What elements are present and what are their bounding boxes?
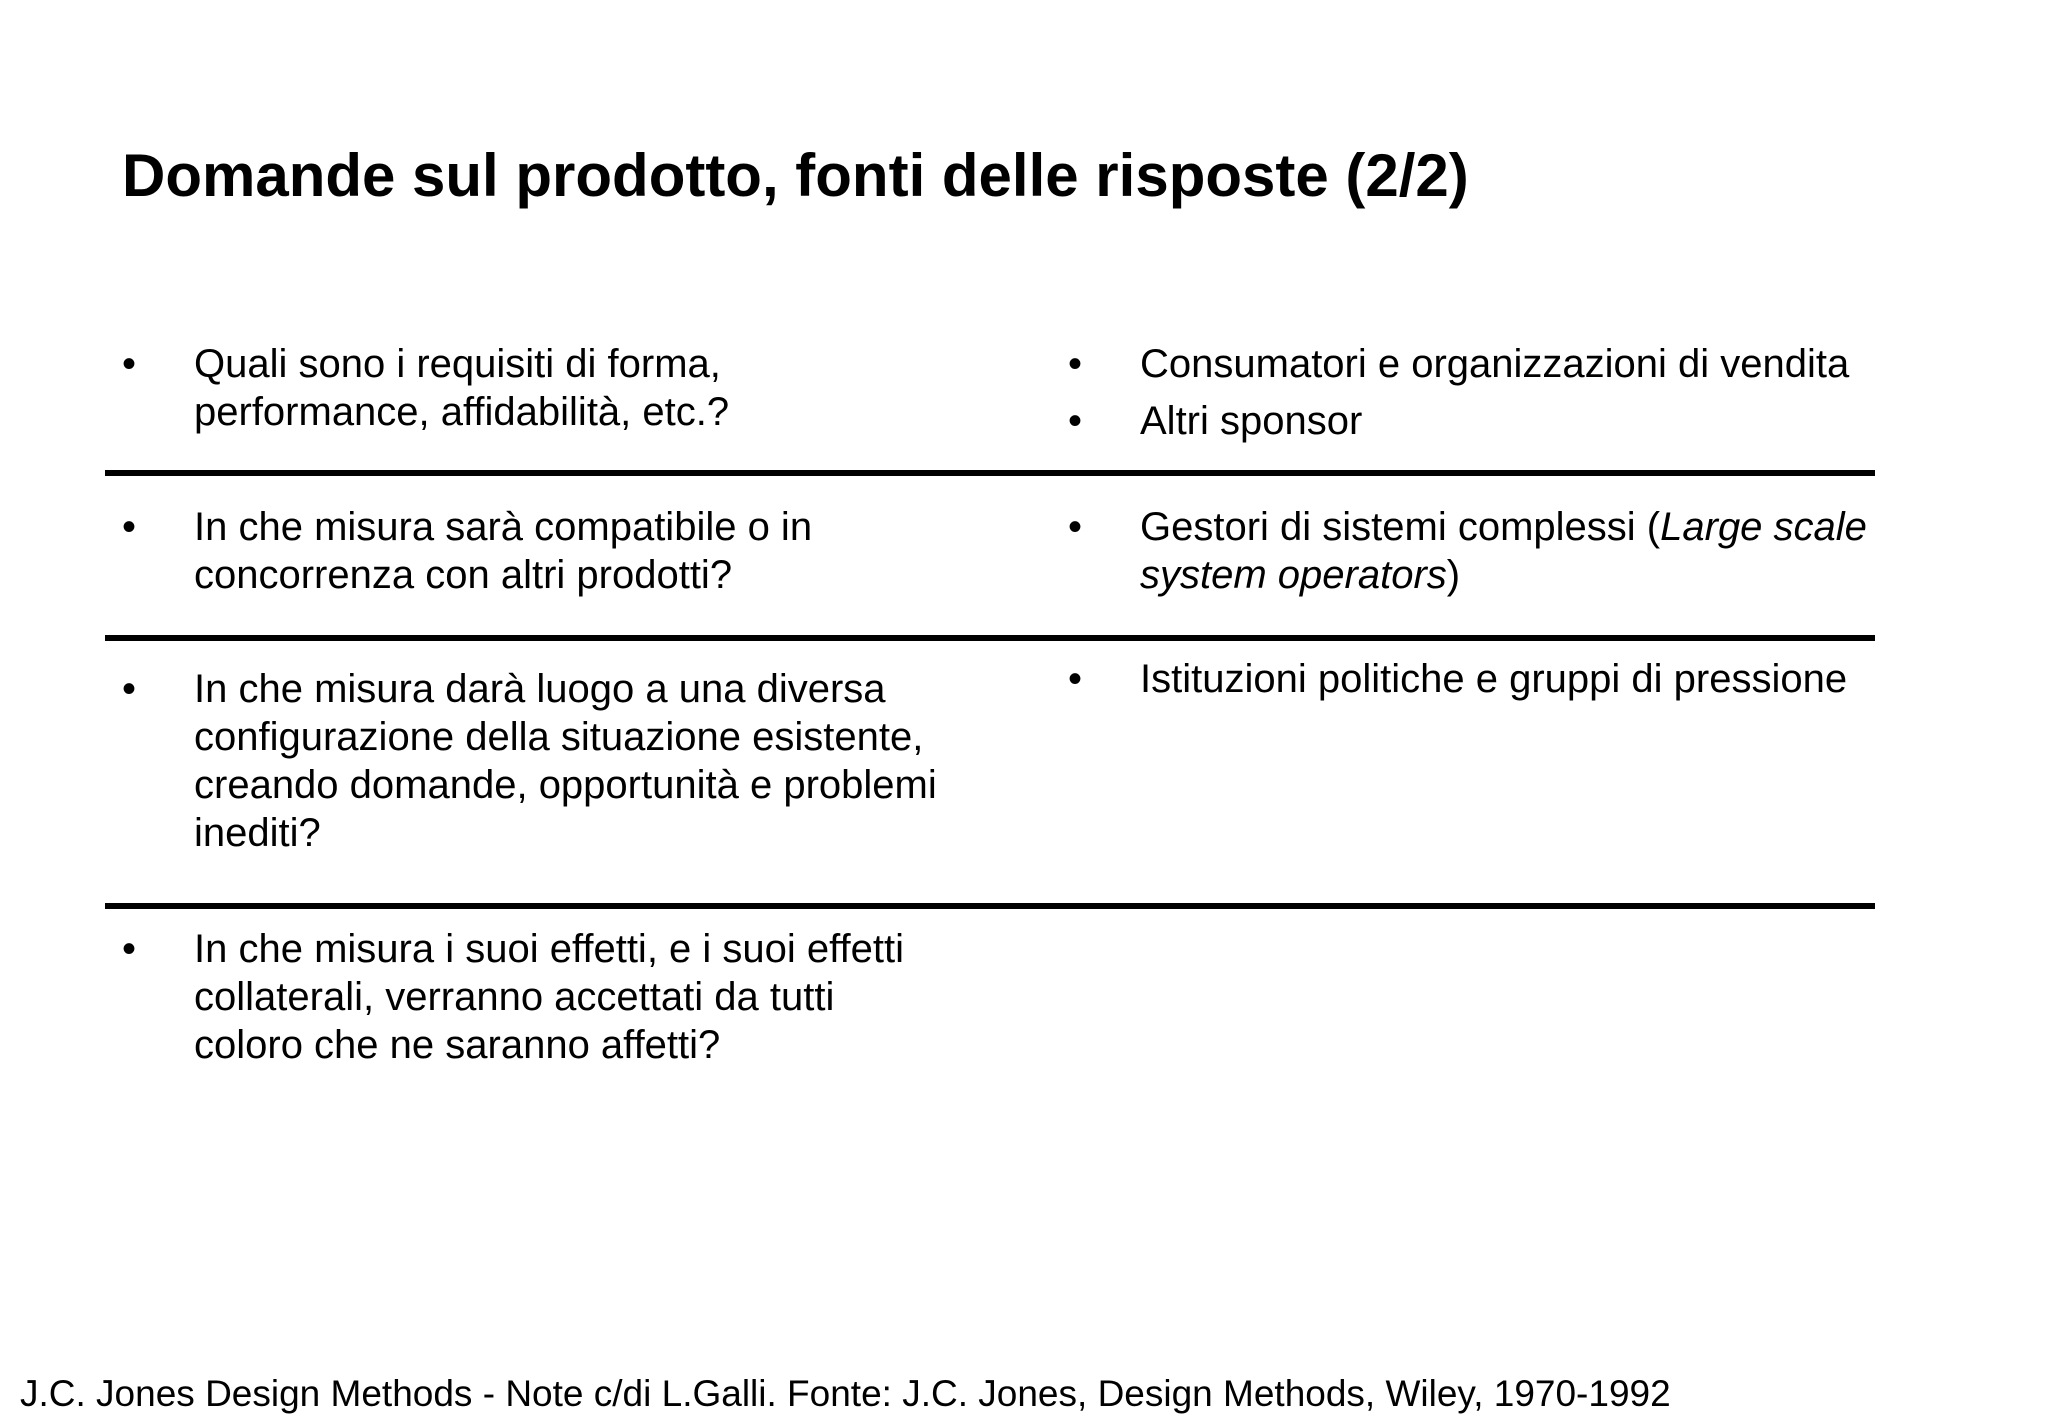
- source-line: [1140, 551, 1867, 599]
- question-line: performance, affidabilità, etc.?: [194, 390, 730, 434]
- bullet: •: [1068, 399, 1083, 443]
- question-line: Quali sono i requisiti di forma,: [194, 342, 721, 386]
- question-line: collaterali, verranno accettati da tutti: [194, 975, 835, 1019]
- source-text: Consumatori e organizzazioni di vendita: [1140, 342, 1850, 386]
- question-line: In che misura sarà compatibile o in: [194, 505, 813, 549]
- question-item-3: [122, 665, 937, 857]
- footer-citation: J.C. Jones Design Methods - Note c/di L.Galli. Fonte: J.C. Jones, Design Methods, Wiley, 1970-1992: [20, 1373, 1671, 1414]
- question-item-2: [122, 503, 812, 599]
- question-line: configurazione della situazione esistente,: [194, 715, 924, 759]
- bullet: •: [1068, 657, 1083, 701]
- source-text: Istituzioni politiche e gruppi di pressione: [1140, 657, 1848, 701]
- source-text-italic: Large scale: [1660, 505, 1867, 549]
- question-item-4: [122, 925, 904, 1069]
- bullet: •: [1068, 505, 1083, 549]
- slide-title: Domande sul prodotto, fonti delle risposte (2/2): [122, 142, 1469, 209]
- source-text-plain: ): [1446, 553, 1461, 597]
- row-divider: [105, 903, 1875, 909]
- source-text-plain: Gestori di sistemi complessi (: [1140, 505, 1661, 549]
- bullet: •: [1068, 342, 1083, 386]
- question-item-1: [122, 340, 729, 436]
- question-line: In che misura i suoi effetti, e i suoi effetti: [194, 927, 904, 971]
- bullet: •: [122, 342, 137, 386]
- question-line: concorrenza con altri prodotti?: [194, 553, 733, 597]
- row-divider: [105, 635, 1875, 641]
- question-line: creando domande, opportunità e problemi: [194, 763, 937, 807]
- source-item-2: [1068, 397, 1362, 445]
- source-item-1: [1068, 340, 1849, 388]
- question-line: In che misura darà luogo a una diversa: [194, 667, 886, 711]
- source-line: [1140, 503, 1867, 551]
- source-item-3: [1068, 503, 1867, 599]
- source-text: Altri sponsor: [1140, 399, 1363, 443]
- row-divider: [105, 470, 1875, 476]
- question-line: coloro che ne saranno affetti?: [194, 1023, 721, 1067]
- source-text-italic: system operators: [1140, 553, 1447, 597]
- source-item-4: [1068, 655, 1847, 703]
- bullet: •: [122, 505, 137, 549]
- question-line: inediti?: [194, 811, 321, 855]
- bullet: •: [122, 927, 137, 971]
- bullet: •: [122, 667, 137, 711]
